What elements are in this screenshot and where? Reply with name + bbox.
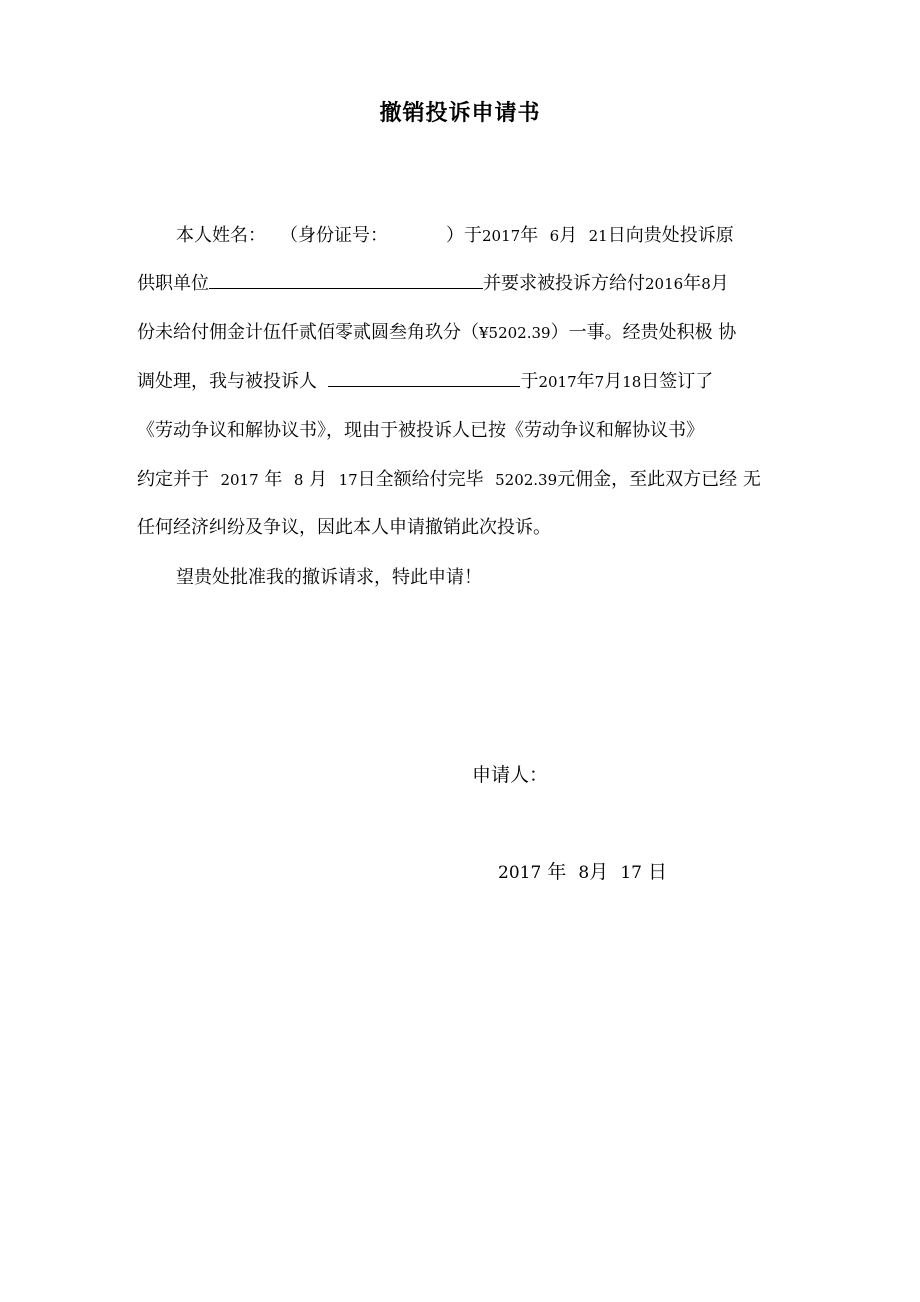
sign-year-char: 年 — [547, 861, 567, 883]
line2-text-d: 月 — [710, 273, 729, 294]
line6-text-a: 约定并于 — [137, 469, 209, 490]
sign-day: 17 — [620, 863, 642, 883]
respondent-blank — [328, 368, 520, 387]
line6-text-c: 月 — [309, 469, 328, 490]
pay-month: 8 — [701, 275, 711, 293]
signer-label: 申请人： — [472, 764, 549, 786]
paragraph-line-4 — [137, 368, 713, 396]
line1-text-e: 月 — [559, 225, 578, 246]
employer-blank — [209, 270, 483, 289]
complaint-day: 21 — [588, 227, 608, 245]
line4-text-d: 月 — [604, 371, 623, 392]
complaint-year: 2017 — [482, 227, 521, 245]
paragraph-line-1 — [176, 222, 734, 250]
sign-year: 2017 — [498, 863, 542, 883]
amount-figure: ¥5202.39 — [479, 324, 551, 342]
sign-month-char: 月 — [589, 861, 609, 883]
id-label: （身份证号： — [280, 225, 388, 246]
sign-month: 8 — [578, 863, 590, 883]
complaint-month: 6 — [549, 227, 560, 245]
line1-text-d: 年 — [520, 225, 539, 246]
payment-month: 8 — [293, 471, 304, 489]
employer-label: 供职单位 — [137, 273, 209, 294]
closing-request: 望贵处批准我的撤诉请求，特此申请！ — [176, 567, 482, 588]
name-label: 本人姓名： — [176, 225, 266, 246]
sign-day-char: 日 — [648, 861, 668, 883]
line2-text-c: 年 — [683, 273, 702, 294]
paragraph-line-2 — [137, 270, 729, 298]
line2-text-b: 并要求被投诉方给付 — [483, 273, 645, 294]
paragraph-line-7: 任何经济纠纷及争议，因此本人申请撤销此次投诉。 — [137, 517, 551, 538]
paragraph-line-5: 《劳动争议和解协议书》，现由于被投诉人已按《劳动争议和解协议书》 — [137, 420, 704, 441]
agreement-day: 18 — [622, 373, 642, 391]
signature-date — [498, 857, 667, 884]
agreement-month: 7 — [594, 373, 605, 391]
line3-text-b: ）一事。经贵处积极 协 — [550, 322, 737, 343]
payment-amount: 5202.39 — [495, 471, 558, 489]
line4-text-b: 于 — [520, 371, 539, 392]
line1-text-f: 日向贵处投诉原 — [607, 225, 734, 246]
payment-day: 17 — [338, 471, 358, 489]
line4-text-c: 年 — [576, 371, 595, 392]
document-title: 撤销投诉申请书 — [379, 101, 541, 126]
line4-text-e: 日签订了 — [641, 371, 714, 392]
paragraph-line-3 — [137, 319, 736, 347]
line1-text-c: ）于 — [446, 225, 482, 246]
line6-text-e: 元佣金，至此双方已经 无 — [557, 469, 761, 490]
line6-text-b: 年 — [264, 469, 283, 490]
line6-text-d: 日全额给付完毕 — [357, 469, 484, 490]
agreement-year: 2017 — [538, 373, 577, 391]
line4-text-a: 调处理，我与被投诉人 — [137, 371, 317, 392]
paragraph-line-6 — [137, 466, 761, 494]
pay-year: 2016 — [645, 275, 684, 293]
payment-year: 2017 — [220, 471, 259, 489]
line3-text-a: 份未给付佣金计伍仟贰佰零贰圆叁角玖分（ — [137, 322, 479, 343]
